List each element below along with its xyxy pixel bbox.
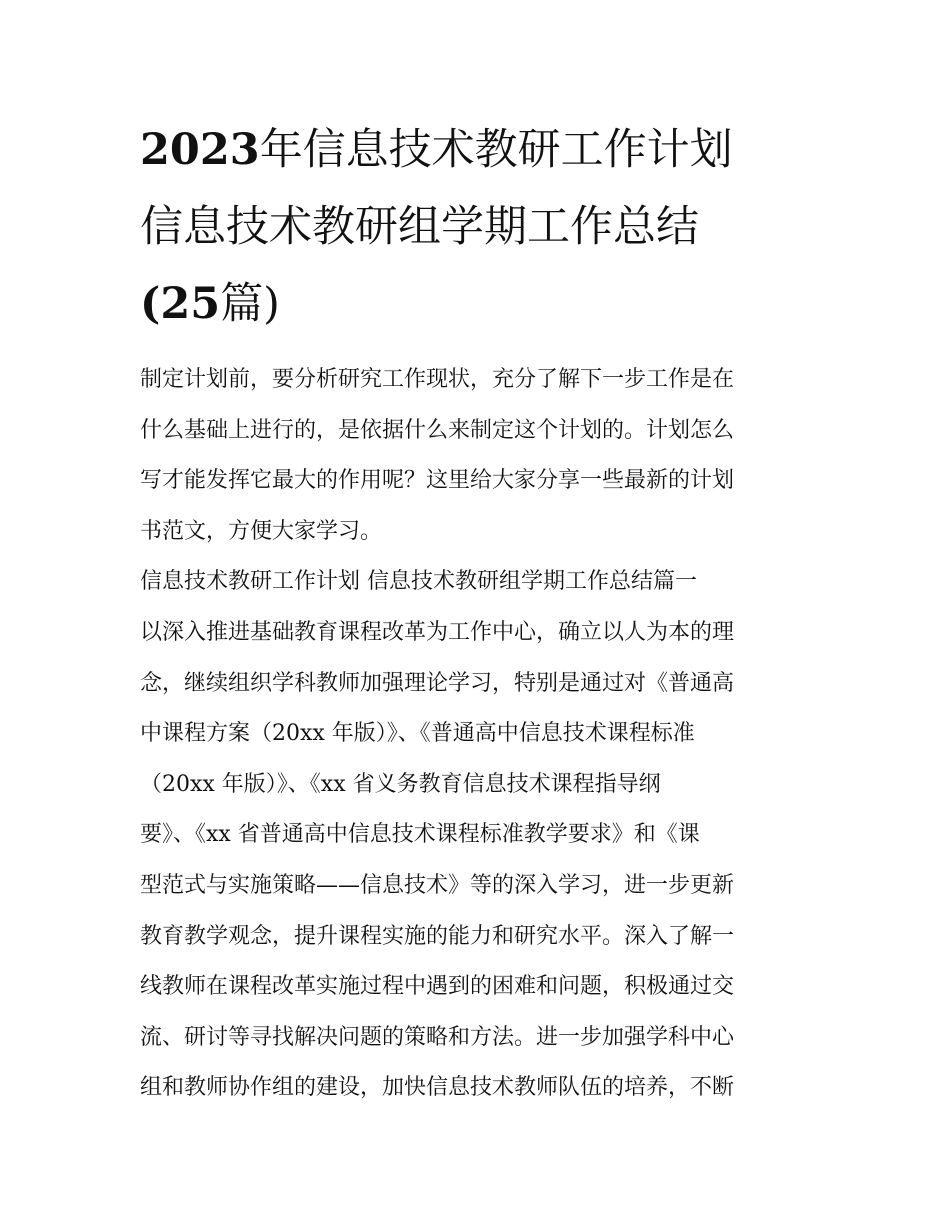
document-title xyxy=(140,112,820,343)
body-line: 线教师在课程改革实施过程中遇到的困难和问题，积极通过交 xyxy=(140,974,735,1000)
body-line: 写才能发挥它最大的作用呢？这里给大家分享一些最新的计划 xyxy=(140,468,735,494)
body-line: 什么基础上进行的，是依据什么来制定这个计划的。计划怎么 xyxy=(140,417,735,443)
body-line: 以深入推进基础教育课程改革为工作中心，确立以人为本的理 xyxy=(140,619,735,645)
body-line: 流、研讨等寻找解决问题的策略和方法。进一步加强学科中心 xyxy=(140,1024,735,1050)
title-line-1-text: 年信息技术教研工作计划 xyxy=(259,125,733,175)
title-line-3-bold: (25 xyxy=(140,279,221,329)
section-heading: 信息技术教研工作计划 信息技术教研组学期工作总结篇一 xyxy=(140,569,697,595)
body-line: 要》、《xx 省普通高中信息技术课程标准教学要求》和《课 xyxy=(140,822,700,848)
title-line-1-bold: 2023 xyxy=(140,125,260,175)
body-line: 书范文，方便大家学习。 xyxy=(140,518,383,544)
title-line-2 xyxy=(140,189,820,266)
body-line: 组和教师协作组的建设，加快信息技术教师队伍的培养，不断 xyxy=(140,1075,735,1101)
title-line-1 xyxy=(140,112,820,189)
body-line: 教育教学观念，提升课程实施的能力和研究水平。深入了解一 xyxy=(140,923,735,949)
body-line: （20xx 年版）》、《xx 省义务教育信息技术课程指导纲 xyxy=(140,771,661,797)
title-line-3 xyxy=(140,266,820,343)
body-line: 中课程方案（20xx 年版）》、《普通高中信息技术课程标准 xyxy=(140,721,695,747)
body-line: 制定计划前，要分析研究工作现状，充分了解下一步工作是在 xyxy=(140,367,735,392)
body-line: 念，继续组织学科教师加强理论学习，特别是通过对《普通高 xyxy=(140,670,735,696)
title-line-3-text: 篇) xyxy=(220,279,280,329)
body-line: 型范式与实施策略——信息技术》等的深入学习，进一步更新 xyxy=(140,872,735,898)
document-body xyxy=(140,355,820,1114)
title-line-2-text: 信息技术教研组学期工作总结 xyxy=(140,202,699,252)
